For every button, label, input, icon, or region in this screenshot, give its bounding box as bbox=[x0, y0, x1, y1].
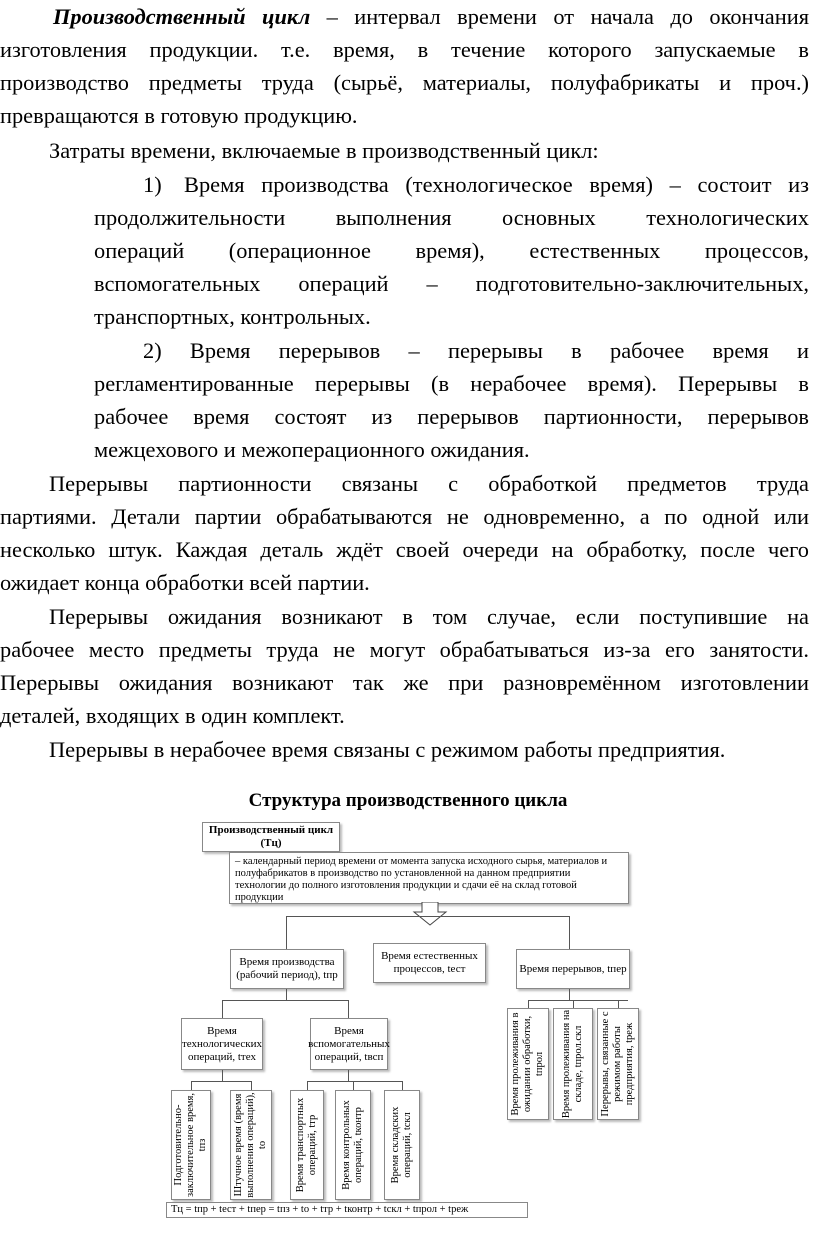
definition-text: – интервал времени от начала до окончания bbox=[310, 4, 809, 29]
connector-line bbox=[286, 916, 287, 950]
paragraph-line: ожидает конца обработки всей партии. bbox=[0, 570, 370, 595]
connector-line bbox=[528, 1000, 529, 1008]
transport-ops-label: Время транспортных операций, tтр bbox=[295, 1097, 318, 1193]
connector-line bbox=[402, 1081, 403, 1090]
paragraph-line: Затраты времени, включаемые в производственный цикл: bbox=[49, 138, 599, 163]
production-cycle-diagram bbox=[0, 780, 816, 1220]
production-time-box: Время производства (рабочий период), tпр bbox=[230, 949, 344, 989]
list-item-line: рабочее время состоят из перерывов партионности, перерывов bbox=[94, 404, 809, 429]
regime-breaks-label: Перерывы, связанные с режимом работы предприятия, tреж bbox=[600, 1011, 635, 1117]
natural-processes-box: Время естественных процессов, tест bbox=[373, 943, 486, 983]
connector-line bbox=[348, 1070, 349, 1081]
storage-ops-box bbox=[384, 1090, 420, 1200]
breaks-time-box: Время перерывов, tпер bbox=[516, 949, 630, 989]
cycle-formula: Тц = tпр + tест + tпер = tпз + tо + tтр + tконтр + tскл + tпрол + tреж bbox=[166, 1202, 528, 1218]
connector-line bbox=[307, 1081, 402, 1082]
connector-line bbox=[222, 1070, 223, 1081]
connector-line bbox=[222, 1000, 348, 1001]
connector-line bbox=[191, 1081, 192, 1090]
list-item-line: 1) Время производства (технологическое время) – состоит из bbox=[143, 172, 809, 197]
list-item-line: операций (операционное время), естественных процессов, bbox=[94, 238, 809, 263]
connector-line bbox=[191, 1081, 251, 1082]
connector-line bbox=[286, 916, 569, 917]
paragraph-line: несколько штук. Каждая деталь ждёт своей очереди на обработку, после чего bbox=[0, 537, 809, 562]
wait-processing-label: Время пролеживания в ожидании обработки, tпрол bbox=[510, 1012, 545, 1116]
connector-line bbox=[307, 1081, 308, 1090]
connector-line bbox=[251, 1081, 252, 1090]
paragraph-line: Перерывы партионности связаны с обработкой предметов труда bbox=[49, 471, 809, 496]
list-item-line: межцехового и межоперационного ожидания. bbox=[94, 437, 530, 462]
down-arrow-icon bbox=[410, 902, 450, 926]
connector-line bbox=[348, 1000, 349, 1019]
root-description: – календарный период времени от момента запуска исходного сырья, материалов и полуфабрикатов в производство по установленной на данном предприятии технологии до полного изготовления продукции и сдачи её на склад готовой продукции bbox=[229, 852, 629, 904]
paragraph-line bbox=[0, 0, 816, 33]
connector-line bbox=[222, 1000, 223, 1019]
aux-operations-box: Время вспомогательных операций, tвсп bbox=[310, 1018, 388, 1070]
regime-breaks-box bbox=[597, 1008, 639, 1120]
list-item-line: 2) Время перерывов – перерывы в рабочее время и bbox=[143, 338, 809, 363]
connector-line bbox=[618, 1000, 619, 1008]
paragraph-line: партиями. Детали партии обрабатываются не одновременно, а по одной или bbox=[0, 504, 809, 529]
wait-processing-box bbox=[507, 1008, 549, 1120]
term-production-cycle: Производственный цикл bbox=[53, 4, 311, 29]
tech-operations-box: Время технологических операций, tтех bbox=[181, 1018, 263, 1070]
wait-storage-box bbox=[553, 1008, 593, 1120]
paragraph-line: рабочее место предметы труда не могут обрабатываться из-за его занятости. bbox=[0, 637, 809, 662]
connector-line bbox=[353, 1081, 354, 1090]
connector-line bbox=[286, 989, 287, 1000]
connector-line bbox=[569, 989, 570, 1000]
paragraph-line: Перерывы в нерабочее время связаны с режимом работы предприятия. bbox=[49, 737, 726, 762]
connector-line bbox=[573, 1000, 574, 1008]
wait-storage-label: Время пролеживания на складе, tпрол.скл bbox=[561, 1009, 584, 1119]
paragraph-line: Перерывы ожидания возникают в том случае, если поступившие на bbox=[49, 604, 809, 629]
connector-line bbox=[528, 1000, 628, 1001]
prep-final-time-label: Подготовительно- заключительное время, tпз bbox=[173, 1092, 208, 1198]
paragraph-line: Перерывы ожидания возникают так же при разновремённом изготовлении bbox=[0, 670, 809, 695]
control-ops-box bbox=[335, 1090, 371, 1200]
piece-time-box bbox=[230, 1090, 272, 1200]
list-item-line: продолжительности выполнения основных технологических bbox=[94, 205, 809, 230]
control-ops-label: Время контрольных операций, tконтр bbox=[341, 1100, 364, 1190]
diagram-title: Структура производственного цикла bbox=[248, 790, 568, 811]
list-item-line: регламентированные перерывы (в нерабочее время). Перерывы в bbox=[94, 371, 809, 396]
paragraph-line: деталей, входящих в один комплект. bbox=[0, 703, 345, 728]
root-box: Производственный цикл (Тц) bbox=[202, 822, 340, 852]
connector-line bbox=[569, 916, 570, 950]
paragraph-line: производство предметы труда (сырьё, материалы, полуфабрикаты и проч.) bbox=[0, 70, 809, 95]
paragraph-line: изготовления продукции. т.е. время, в течение которого запускаемые в bbox=[0, 37, 809, 62]
storage-ops-label: Время складских операций, tскл bbox=[390, 1106, 413, 1184]
paragraph-line: превращаются в готовую продукцию. bbox=[0, 103, 358, 128]
prep-final-time-box bbox=[171, 1090, 211, 1200]
piece-time-label: Штучное время (время выполнения операций), tо bbox=[233, 1092, 268, 1198]
list-item-line: вспомогательных операций – подготовительно-заключительных, bbox=[94, 271, 809, 296]
list-item-line: транспортных, контрольных. bbox=[94, 304, 371, 329]
transport-ops-box bbox=[290, 1090, 324, 1200]
